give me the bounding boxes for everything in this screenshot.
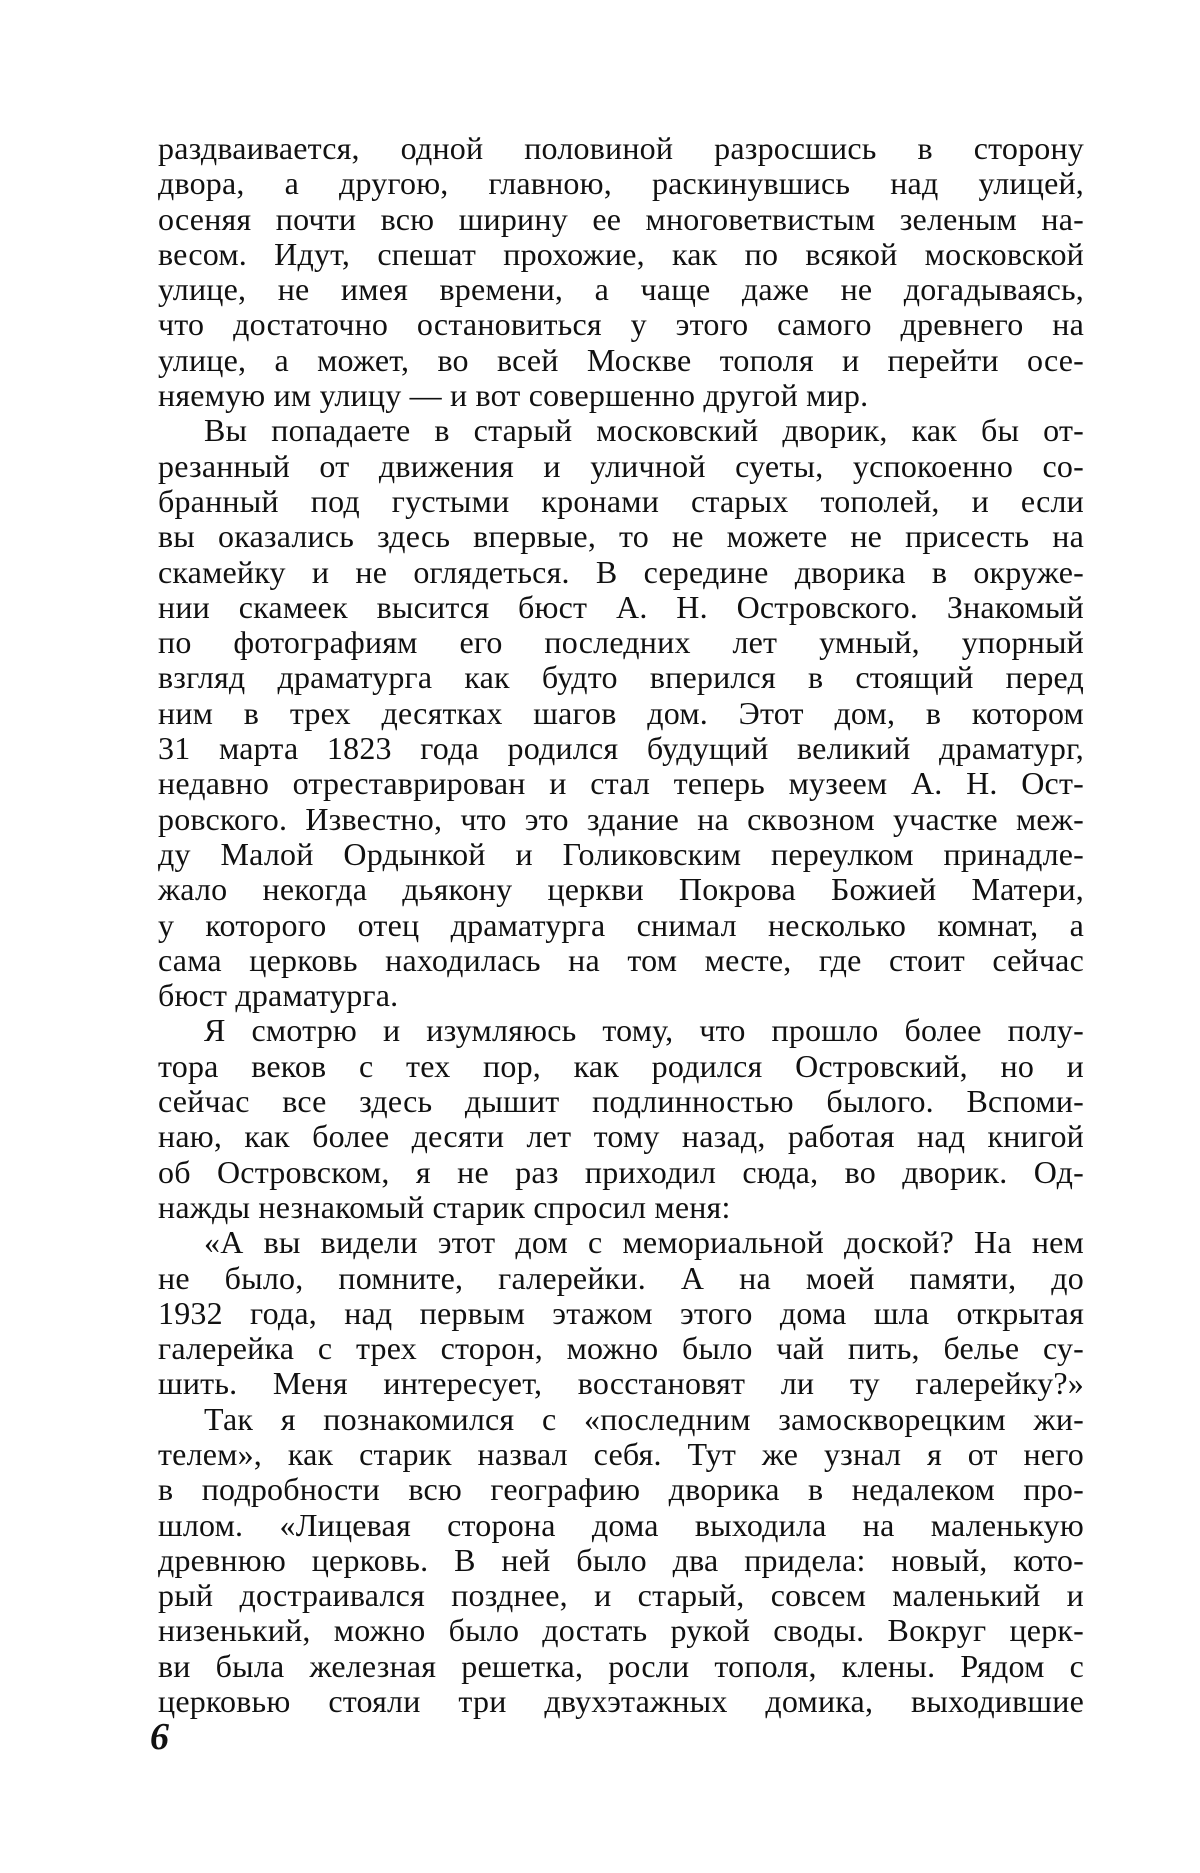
text-line: наю, как более десяти лет тому назад, работая над книгой xyxy=(158,1118,1084,1155)
text-line: вы оказались здесь впервые, то не можете не присесть на xyxy=(158,518,1084,555)
text-line: сейчас все здесь дышит подлинностью былого. Вспоми- xyxy=(158,1083,1084,1120)
page-text xyxy=(158,131,1084,1719)
text-line: ровского. Известно, что это здание на сквозном участке меж- xyxy=(158,800,1084,837)
text-line: церковью стояли три двухэтажных домика, выходившие xyxy=(158,1683,1084,1720)
text-line: Вы попадаете в старый московский дворик, как бы от- xyxy=(204,412,1084,449)
text-line: низенький, можно было достать рукой своды. Вокруг церк- xyxy=(158,1612,1084,1649)
text-line: шлом. «Лицевая сторона дома выходила на маленькую xyxy=(158,1506,1084,1543)
text-line: об Островском, я не раз приходил сюда, во дворик. Од- xyxy=(158,1153,1084,1190)
text-line: недавно отреставрирован и стал теперь музеем А. Н. Ост- xyxy=(158,765,1084,802)
text-line: сама церковь находилась на том месте, где стоит сейчас xyxy=(158,941,1084,978)
text-line: 31 марта 1823 года родился будущий великий драматург, xyxy=(158,730,1084,767)
text-line: рый достраивался позднее, и старый, совсем маленький и xyxy=(158,1577,1084,1614)
text-line: Я смотрю и изумляюсь тому, что прошло более полу- xyxy=(204,1012,1084,1049)
text-line: тора веков с тех пор, как родился Островский, но и xyxy=(158,1047,1084,1084)
text-line: шить. Меня интересует, восстановят ли ту галерейку?» xyxy=(158,1365,1084,1402)
page-number: 6 xyxy=(150,1716,169,1758)
text-line: взгляд драматурга как будто вперился в стоящий перед xyxy=(158,659,1084,696)
text-line: в подробности всю географию дворика в недалеком про- xyxy=(158,1471,1084,1508)
text-line: улице, не имея времени, а чаще даже не догадываясь, xyxy=(158,271,1084,308)
text-line: что достаточно остановиться у этого самого древнего на xyxy=(158,306,1084,343)
text-line: улице, а может, во всей Москве тополя и перейти осе- xyxy=(158,341,1084,378)
text-line: по фотографиям его последних лет умный, упорный xyxy=(158,624,1084,661)
text-line: нажды незнакомый старик спросил меня: xyxy=(158,1188,731,1225)
text-line: галерейка с трех сторон, можно было чай пить, белье су- xyxy=(158,1330,1084,1367)
text-line: жало некогда дьякону церкви Покрова Божией Матери, xyxy=(158,871,1084,908)
text-line: скамейку и не оглядеться. В середине дворика в окруже- xyxy=(158,553,1084,590)
text-line: древнюю церковь. В ней было два придела: новый, кото- xyxy=(158,1541,1084,1578)
text-line: нии скамеек высится бюст А. Н. Островского. Знакомый xyxy=(158,588,1084,625)
text-line: няемую им улицу — и вот совершенно другой мир. xyxy=(158,377,869,414)
text-line: «А вы видели этот дом с мемориальной доской? На нем xyxy=(204,1224,1084,1261)
text-line: Так я познакомился с «последним замоскворецким жи- xyxy=(204,1400,1084,1437)
text-line: бюст драматурга. xyxy=(158,977,399,1014)
text-line: осеняя почти всю ширину ее многоветвистым зеленым на- xyxy=(158,200,1084,237)
text-line: резанный от движения и уличной суеты, успокоенно со- xyxy=(158,447,1084,484)
text-line: телем», как старик назвал себя. Тут же узнал я от него xyxy=(158,1435,1084,1472)
text-line: не было, помните, галерейки. А на моей памяти, до xyxy=(158,1259,1084,1296)
text-line: раздваивается, одной половиной разросшись в сторону xyxy=(158,130,1084,166)
text-line: ним в трех десятках шагов дом. Этот дом, в котором xyxy=(158,694,1084,731)
text-line: ви была железная решетка, росли тополя, клены. Рядом с xyxy=(158,1647,1084,1684)
text-line: у которого отец драматурга снимал несколько комнат, а xyxy=(158,906,1084,943)
text-line: двора, а другою, главною, раскинувшись над улицей, xyxy=(158,165,1084,202)
text-line: бранный под густыми кронами старых тополей, и если xyxy=(158,482,1084,519)
text-line: весом. Идут, спешат прохожие, как по всякой московской xyxy=(158,235,1084,272)
text-line: ду Малой Ордынкой и Голиковским переулком принадле- xyxy=(158,835,1084,872)
text-line: 1932 года, над первым этажом этого дома шла открытая xyxy=(158,1294,1084,1331)
